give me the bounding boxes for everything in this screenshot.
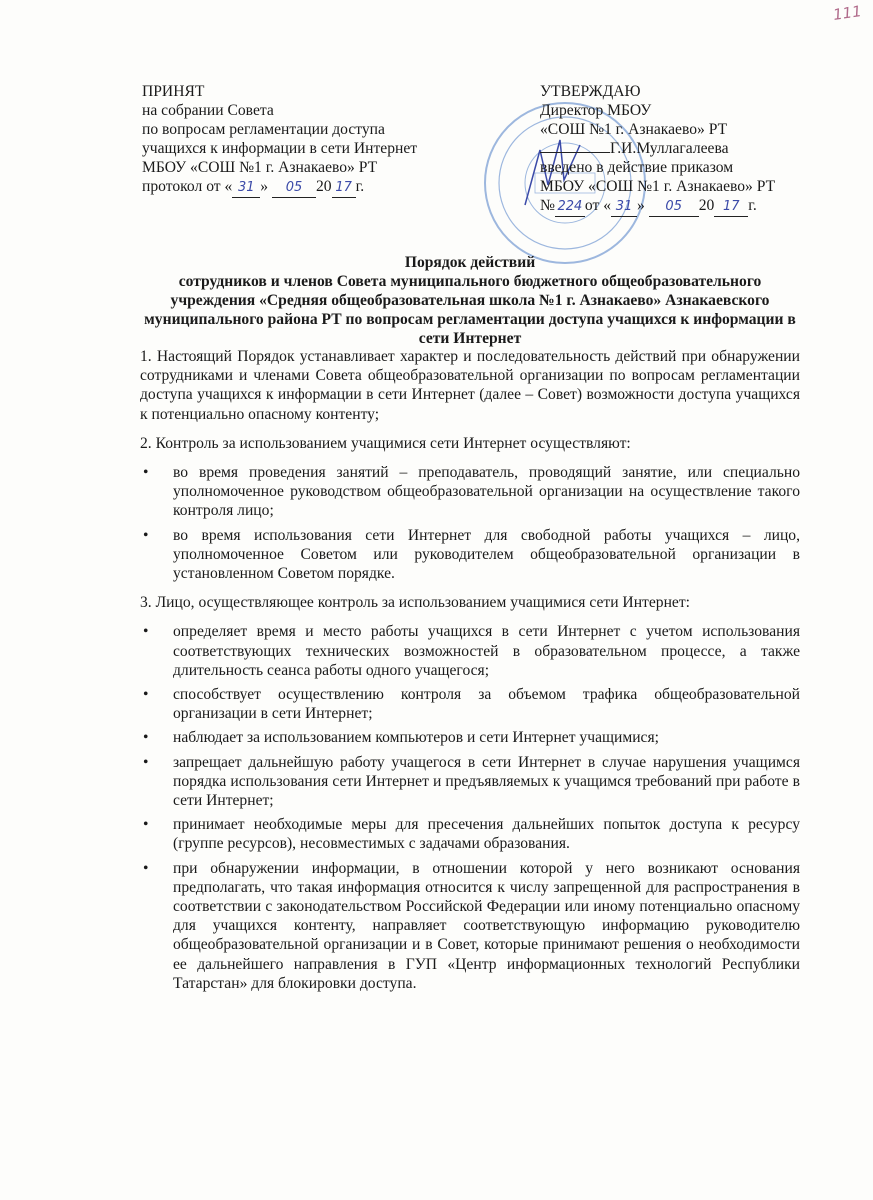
list-item [143,463,800,521]
bullet-icon: • [143,464,149,482]
order-day: 31 [611,197,637,217]
year-suffix: г. [355,178,365,195]
order-month: 05 [649,197,699,217]
year-prefix: 20 [698,197,715,214]
document-title [140,253,800,348]
accepted-block [142,82,417,198]
list-item-text: при обнаружении информации, в отношении которой у него возникают основания предполагать, что такая информация относится к числу запрещенной для распространения в соответствии с законодательством Российской Федерации или иному потенциально опасному для учащихся контенту, направляет соответствующую информацию руководителю общеобразовательной организации и в Совет, которые принимают решения о необходимости ее дальнейшего направления в ГУП «Центр информационных технологий Республики Татарстан» для блокировки доступа. [173,859,800,992]
bullet-icon: • [143,623,149,641]
order-from: от « [584,197,611,214]
year-suffix: г. [748,197,757,214]
accepted-line: МБОУ «СОШ №1 г. Азнакаево» РТ [142,159,378,176]
list-item [143,815,800,853]
document-body [140,347,800,1003]
list-item-text: во время проведения занятий – преподаватель, проводящий занятие, или специально уполномоченное руководством общеобразовательной организации на осуществление такого контроля лицо; [173,464,800,520]
bullet-icon: • [143,729,149,747]
protocol-month: 05 [272,178,316,198]
approved-line: «СОШ №1 г. Азнакаево» РТ [540,121,728,138]
list-item [143,622,800,680]
order-prefix: № [540,197,555,214]
list-item-text: принимает необходимые меры для пресечения дальнейших попыток доступа к ресурсу (группе ресурсов), несовместимых с задачами образования. [173,816,800,853]
section-3: 3. Лицо, осуществляющее контроль за использованием учащимися сети Интернет: [140,594,690,612]
list-item-text: во время использования сети Интернет для свободной работы учащихся – лицо, уполномоченное Советом или руководителем общеобразовательной организации в установленном Советом порядке. [173,526,800,583]
approved-line: введено в действие приказом [540,159,734,176]
approved-line: УТВЕРЖДАЮ [540,83,641,100]
bullet-icon: • [143,816,149,834]
order-year: 17 [714,197,748,217]
bullet-icon: • [143,686,149,704]
approved-line: МБОУ «СОШ №1 г. Азнакаево» РТ [540,178,776,195]
accepted-line: на собрании Совета [142,102,274,119]
approved-block [540,82,775,217]
accepted-line: ПРИНЯТ [142,83,205,100]
quote-close: » [637,197,645,214]
accepted-line: учащихся к информации в сети Интернет [142,140,418,157]
year-prefix: 20 [316,178,332,195]
list-item-text: определяет время и место работы учащихся в сети Интернет с учетом использования соответствующих технических возможностей в образовательном процессе, а также длительность сеанса работы одного учащегося; [173,623,800,679]
order-line [540,196,775,217]
approved-line: Директор МБОУ [540,102,652,119]
section-2-list [140,463,800,583]
director-signature-line [540,139,775,158]
order-number: 224 [555,197,585,217]
director-name: Г.И.Муллагалеева [610,140,729,157]
accepted-line: по вопросам регламентации доступа [142,121,385,138]
protocol-prefix: протокол от « [142,178,233,195]
list-item [143,753,800,811]
title-line-1: Порядок действий [404,254,536,271]
protocol-day: 31 [232,178,260,198]
protocol-year: 17 [332,178,356,198]
list-item-text: запрещает дальнейшую работу учащегося в сети Интернет в случае нарушения учащимся порядка использования сети Интернет и предъявляемых к учащимся требований при работе в сети Интернет; [173,753,800,810]
list-item-text: способствует осуществлению контроля за объемом трафика общеобразовательной организации в сети Интернет; [173,686,800,723]
section-2: 2. Контроль за использованием учащимися сети Интернет осуществляют: [140,434,631,452]
section-1: 1. Настоящий Порядок устанавливает характер и последовательность действий при обнаружении сотрудниками и членами Совета общеобразовательной организации по вопросам регламентации доступа учащихся к информации в сети Интернет (далее – Совет) возможности доступа учащихся к потенциально опасному контенту; [140,348,800,423]
bullet-icon: • [143,859,149,877]
section-3-list [140,622,800,993]
bullet-icon: • [143,753,149,771]
title-rest: сотрудников и членов Совета муниципального бюджетного общеобразовательного учреждения «Средняя общеобразовательная школа №1 г. Азнакаево» Азнакаевского муниципального района РТ по вопросам регламентации доступа учащихся к информации в сети Интернет [144,273,796,347]
protocol-line [142,177,417,198]
list-item [143,859,800,993]
list-item [143,526,800,584]
handwritten-page-number: 111 [831,2,863,24]
quote-close: » [260,178,269,195]
list-item-text: наблюдает за использованием компьютеров и сети Интернет учащимися; [173,729,659,747]
list-item [143,728,800,747]
bullet-icon: • [143,526,149,544]
list-item [143,685,800,723]
